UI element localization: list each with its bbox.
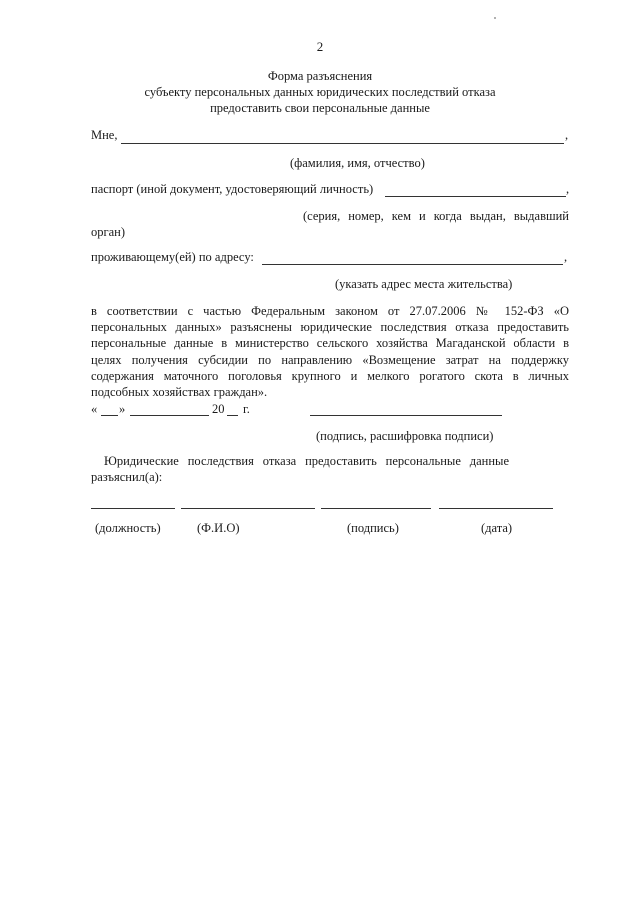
paragraph-line: персональные данные в министерство сельского хозяйства Магаданской области в xyxy=(91,336,569,351)
signature-bottom-input-line[interactable] xyxy=(321,508,431,509)
date-bottom-input-line[interactable] xyxy=(439,508,553,509)
paragraph-line: целях получения субсидии по направлению «Возмещение затрат на поддержку xyxy=(91,352,569,367)
date-day-line[interactable] xyxy=(101,415,118,416)
passport-input-line[interactable] xyxy=(385,196,566,197)
date-label: (дата) xyxy=(481,521,513,535)
date-quote-close: » xyxy=(119,402,126,416)
address-hint: (указать адрес места жительства) xyxy=(335,277,513,291)
date-year-line[interactable] xyxy=(227,415,238,416)
fio-label: (Ф.И.О) xyxy=(197,521,240,535)
form-title-line-3: предоставить свои персональные данные xyxy=(210,101,430,115)
position-label: (должность) xyxy=(95,521,161,535)
passport-line-comma: , xyxy=(566,182,570,196)
consent-paragraph xyxy=(91,303,569,400)
address-line-comma: , xyxy=(564,250,568,264)
signature-label: (подпись) xyxy=(347,521,399,535)
address-label: проживающему(ей) по адресу: xyxy=(91,250,254,264)
fio-input-line[interactable] xyxy=(121,143,564,144)
passport-hint-line-1: (серия, номер, кем и когда выдан, выдавший xyxy=(303,209,569,223)
signature-line[interactable] xyxy=(310,415,502,416)
date-year-prefix: 20 xyxy=(212,402,225,416)
paragraph-line: персональных данных» разъяснены юридические последствия отказа предоставить xyxy=(91,320,569,335)
passport-hint-line-2: орган) xyxy=(91,225,126,239)
date-quote-open: « xyxy=(91,402,98,416)
paragraph-line: в соответствии с частью Федеральным законом от 27.07.2006 № 152-ФЗ «О xyxy=(91,304,569,318)
explained-line-1: Юридические последствия отказа предоставить персональные данные xyxy=(104,454,509,468)
position-input-line[interactable] xyxy=(91,508,175,509)
fio-hint: (фамилия, имя, отчество) xyxy=(290,156,425,170)
date-month-line[interactable] xyxy=(130,415,209,416)
me-label: Мне, xyxy=(91,128,118,142)
paragraph-line: подсобных хозяйствах граждан». xyxy=(91,385,268,400)
form-title-line-2: субъекту персональных данных юридических последствий отказа xyxy=(144,85,496,99)
address-input-line[interactable] xyxy=(262,264,563,265)
date-year-suffix: г. xyxy=(243,402,250,416)
signature-hint: (подпись, расшифровка подписи) xyxy=(316,429,494,443)
explained-line-2: разъяснил(а): xyxy=(91,470,163,484)
page-number: 2 xyxy=(316,39,324,54)
paragraph-line: содержания маточного поголовья крупного и мелкого рогатого скота в личных xyxy=(91,368,569,383)
fio-line-comma: , xyxy=(565,128,569,142)
fio-bottom-input-line[interactable] xyxy=(181,508,315,509)
scan-speck xyxy=(494,17,496,19)
passport-label: паспорт (иной документ, удостоверяющий личность) xyxy=(91,182,374,196)
form-title-line-1: Форма разъяснения xyxy=(267,69,373,83)
